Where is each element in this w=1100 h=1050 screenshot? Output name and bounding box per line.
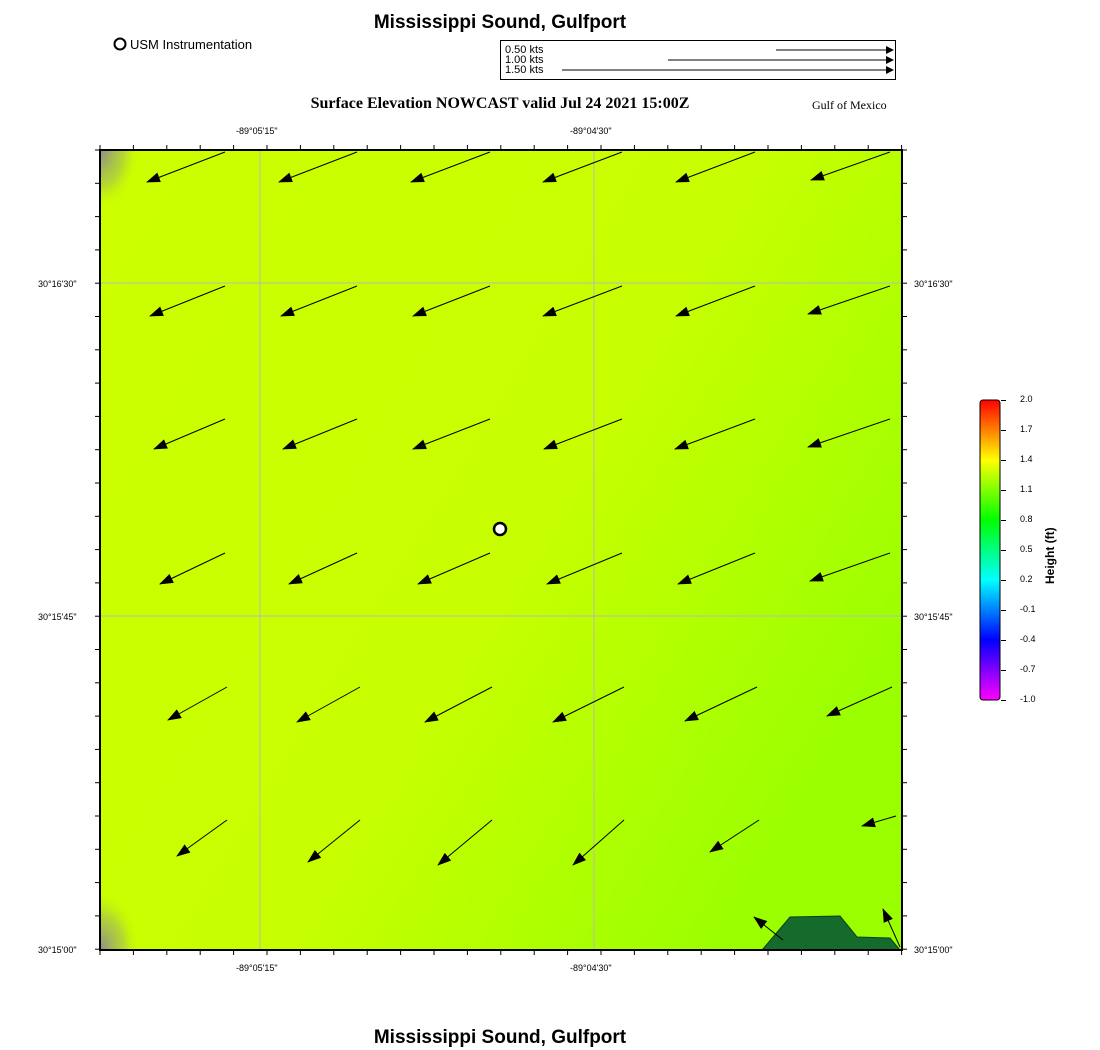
left-lat-tick-0: 30°16'30" (38, 279, 77, 289)
right-lat-tick-0: 30°16'30" (914, 279, 953, 289)
colorbar-tick-label: -0.4 (1020, 634, 1036, 644)
corner-shade-bottom-left (100, 890, 140, 950)
colorbar-tick-mark (1001, 490, 1006, 491)
colorbar-tick-mark (1001, 520, 1006, 521)
colorbar-tick-mark (1001, 400, 1006, 401)
colorbar-tick-mark (1001, 700, 1006, 701)
elevation-field (100, 150, 902, 950)
bottom-lon-tick-1: -89°04'30" (570, 963, 612, 973)
colorbar-tick-mark (1001, 460, 1006, 461)
colorbar-tick-mark (1001, 580, 1006, 581)
vector-scale-legend (500, 40, 896, 80)
colorbar-tick-label: 0.2 (1020, 574, 1033, 584)
colorbar-tick-label: 2.0 (1020, 394, 1033, 404)
scale-label-0: 0.50 kts (505, 44, 544, 56)
colorbar-tick-label: 0.5 (1020, 544, 1033, 554)
colorbar (979, 399, 1001, 701)
scale-arrows (501, 41, 895, 79)
colorbar-tick-mark (1001, 550, 1006, 551)
scale-label-2: 1.50 kts (505, 64, 544, 76)
colorbar-tick-label: 0.8 (1020, 514, 1033, 524)
colorbar-title: Height (ft) (1043, 527, 1057, 584)
scale-label-1: 1.00 kts (505, 54, 544, 66)
map-plot[interactable] (95, 145, 907, 955)
colorbar-tick-label: -0.7 (1020, 664, 1036, 674)
colorbar-tick-label: -1.0 (1020, 694, 1036, 704)
right-lat-tick-1: 30°15'45" (914, 612, 953, 622)
station-marker-icon (113, 37, 127, 51)
colorbar-tick-label: -0.1 (1020, 604, 1036, 614)
colorbar-tick-label: 1.7 (1020, 424, 1033, 434)
top-lon-tick-0: -89°05'15" (236, 126, 278, 136)
right-lat-tick-2: 30°15'00" (914, 945, 953, 955)
left-lat-tick-2: 30°15'00" (38, 945, 77, 955)
left-lat-tick-1: 30°15'45" (38, 612, 77, 622)
colorbar-tick-mark (1001, 640, 1006, 641)
top-lon-tick-1: -89°04'30" (570, 126, 612, 136)
corner-shade-top-left (100, 150, 140, 210)
colorbar-tick-label: 1.4 (1020, 454, 1033, 464)
footer-title: Mississippi Sound, Gulfport (373, 1027, 627, 1048)
station-legend-label: USM Instrumentation (130, 37, 253, 52)
usm-station-marker (494, 523, 506, 535)
region-label: Gulf of Mexico (812, 98, 887, 112)
colorbar-tick-mark (1001, 610, 1006, 611)
colorbar-tick-mark (1001, 430, 1006, 431)
bottom-lon-tick-0: -89°05'15" (236, 963, 278, 973)
colorbar-tick-label: 1.1 (1020, 484, 1033, 494)
map-subtitle: Surface Elevation NOWCAST valid Jul 24 2021 15:00Z (310, 95, 690, 112)
map-title: Mississippi Sound, Gulfport (373, 12, 627, 33)
colorbar-tick-mark (1001, 670, 1006, 671)
